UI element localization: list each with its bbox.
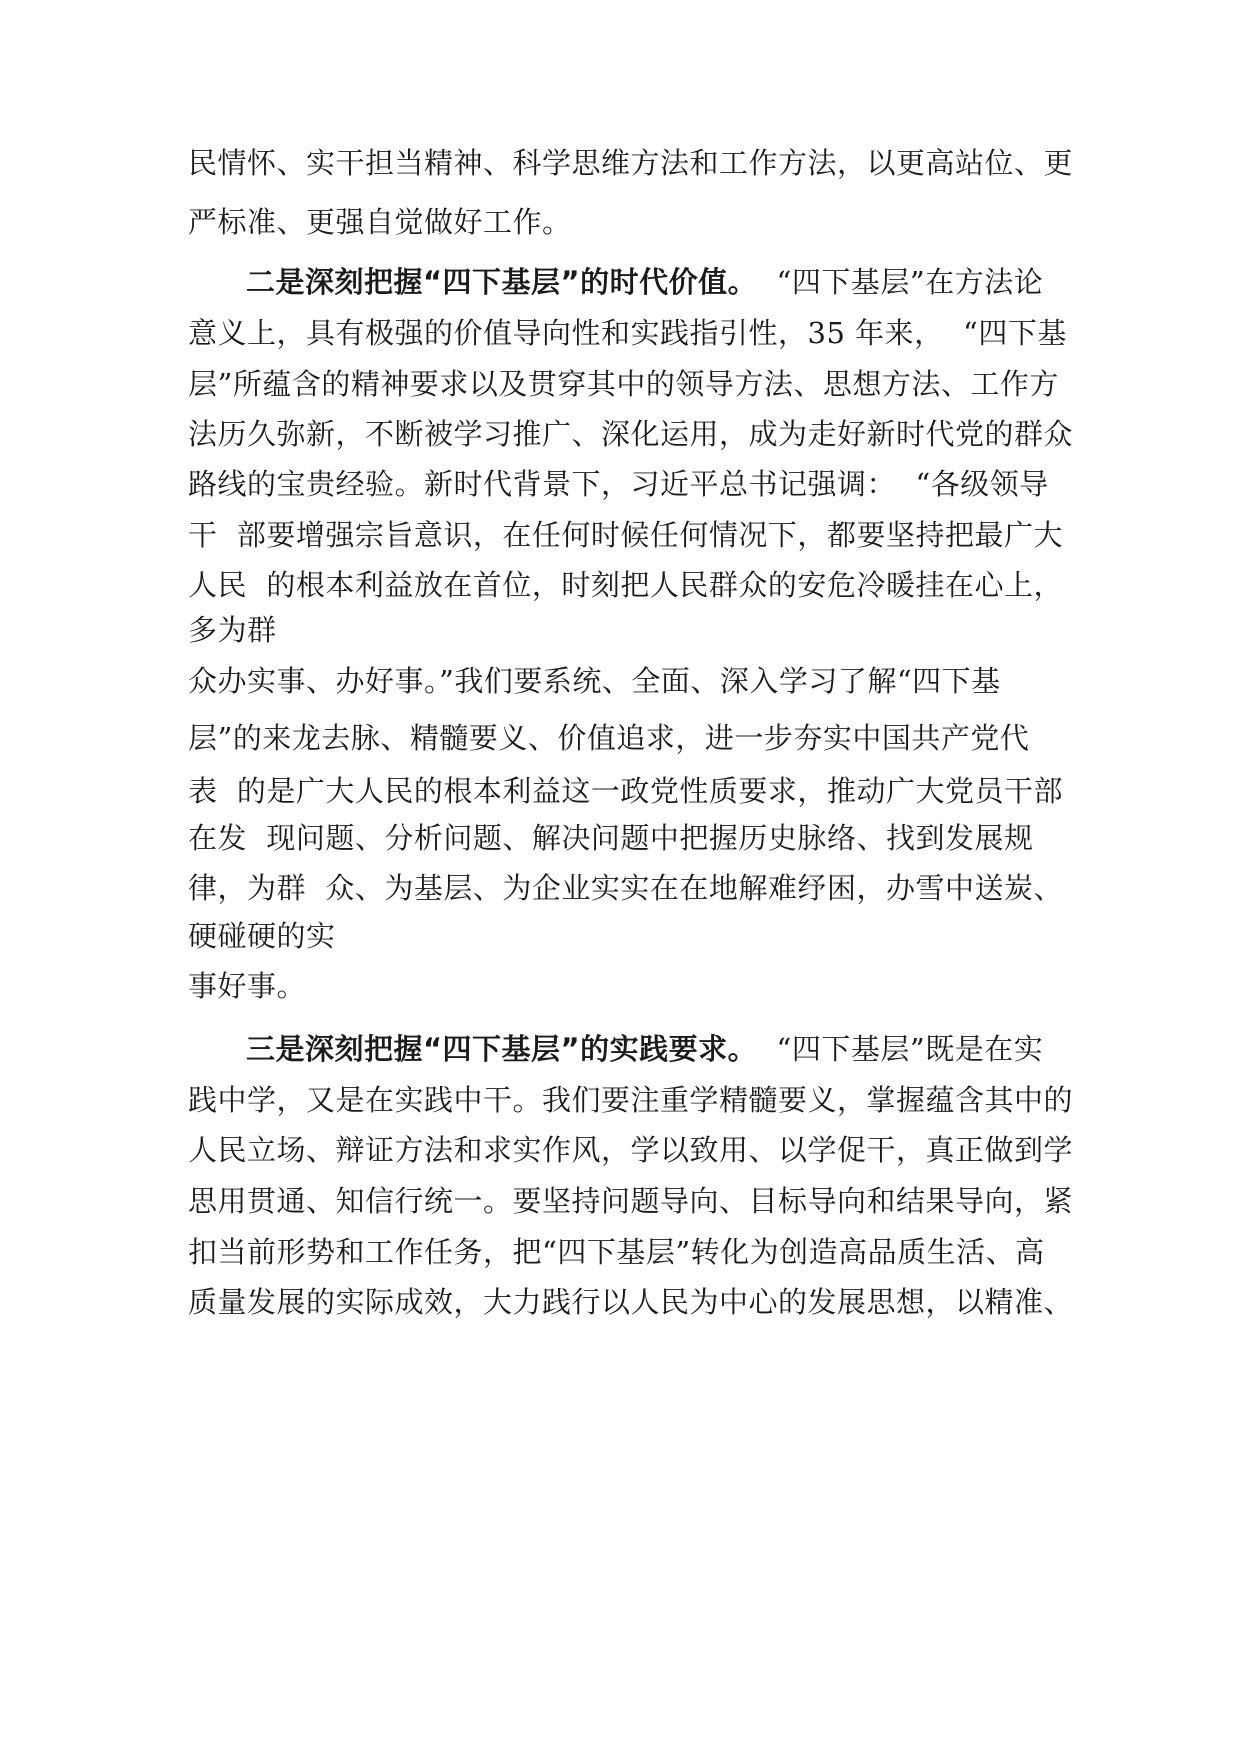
text-run: “四下基层”既是在实 <box>757 1032 1044 1066</box>
text-line: 硬碰硬的实 <box>188 919 336 953</box>
text-line: 扣当前形势和工作任务，把“四下基层”转化为创造高品质生活、高 <box>188 1235 1045 1269</box>
text-line: 人民 的根本利益放在首位，时刻把人民群众的安危冷暖挂在心上， <box>188 568 1063 602</box>
text-line: 层”所蕴含的精神要求以及贯穿其中的领导方法、思想方法、工作方 <box>188 367 1059 401</box>
section-two-heading-line <box>246 262 1043 302</box>
section-heading: 三是深刻把握“四下基层”的实践要求。 <box>246 1032 758 1066</box>
text-line: 律，为群 众、为基层、为企业实实在在地解难纾困，办雪中送炭、 <box>188 871 1063 905</box>
text-line: 事好事。 <box>188 969 307 1003</box>
text-line: 众办实事、办好事。”我们要系统、全面、深入学习了解“四下基 <box>188 664 1001 698</box>
section-heading: 二是深刻把握“四下基层”的时代价值。 <box>246 265 758 299</box>
text-line: 法历久弥新，不断被学习推广、深化运用，成为走好新时代党的群众 <box>188 417 1074 451</box>
text-line: 人民立场、辩证方法和求实作风，学以致用、以学促干，真正做到学 <box>188 1133 1074 1167</box>
text-line: 干 部要增强宗旨意识，在任何时候任何情况下，都要坚持把最广大 <box>188 518 1063 552</box>
text-run: “四下基层”在方法论 <box>757 265 1044 299</box>
text-line: 多为群 <box>188 613 277 647</box>
text-line: 表 的是广大人民的根本利益这一政党性质要求，推动广大党员干部 <box>188 774 1063 808</box>
text-line: 层”的来龙去脉、精髓要义、价值追求，进一步夯实中国共产党代 <box>188 721 1030 755</box>
text-line: 在发 现问题、分析问题、解决问题中把握历史脉络、找到发展规 <box>188 821 1034 855</box>
text-line: 质量发展的实际成效，大力践行以人民为中心的发展思想，以精准、 <box>188 1285 1074 1319</box>
text-line: 意义上，具有极强的价值导向性和实践指引性，35 年来， “四下基 <box>188 316 1067 350</box>
text-line: 践中学，又是在实践中干。我们要注重学精髓要义，掌握蕴含其中的 <box>188 1083 1074 1117</box>
text-line: 路线的宝贵经验。新时代背景下，习近平总书记强调： “各级领导 <box>188 467 1049 501</box>
text-line: 思用贯通、知信行统一。要坚持问题导向、目标导向和结果导向，紧 <box>188 1184 1074 1218</box>
text-line: 严标准、更强自觉做好工作。 <box>188 205 572 239</box>
text-line: 民情怀、实干担当精神、科学思维方法和工作方法，以更高站位、更 <box>188 146 1074 180</box>
section-three-heading-line <box>246 1029 1043 1069</box>
